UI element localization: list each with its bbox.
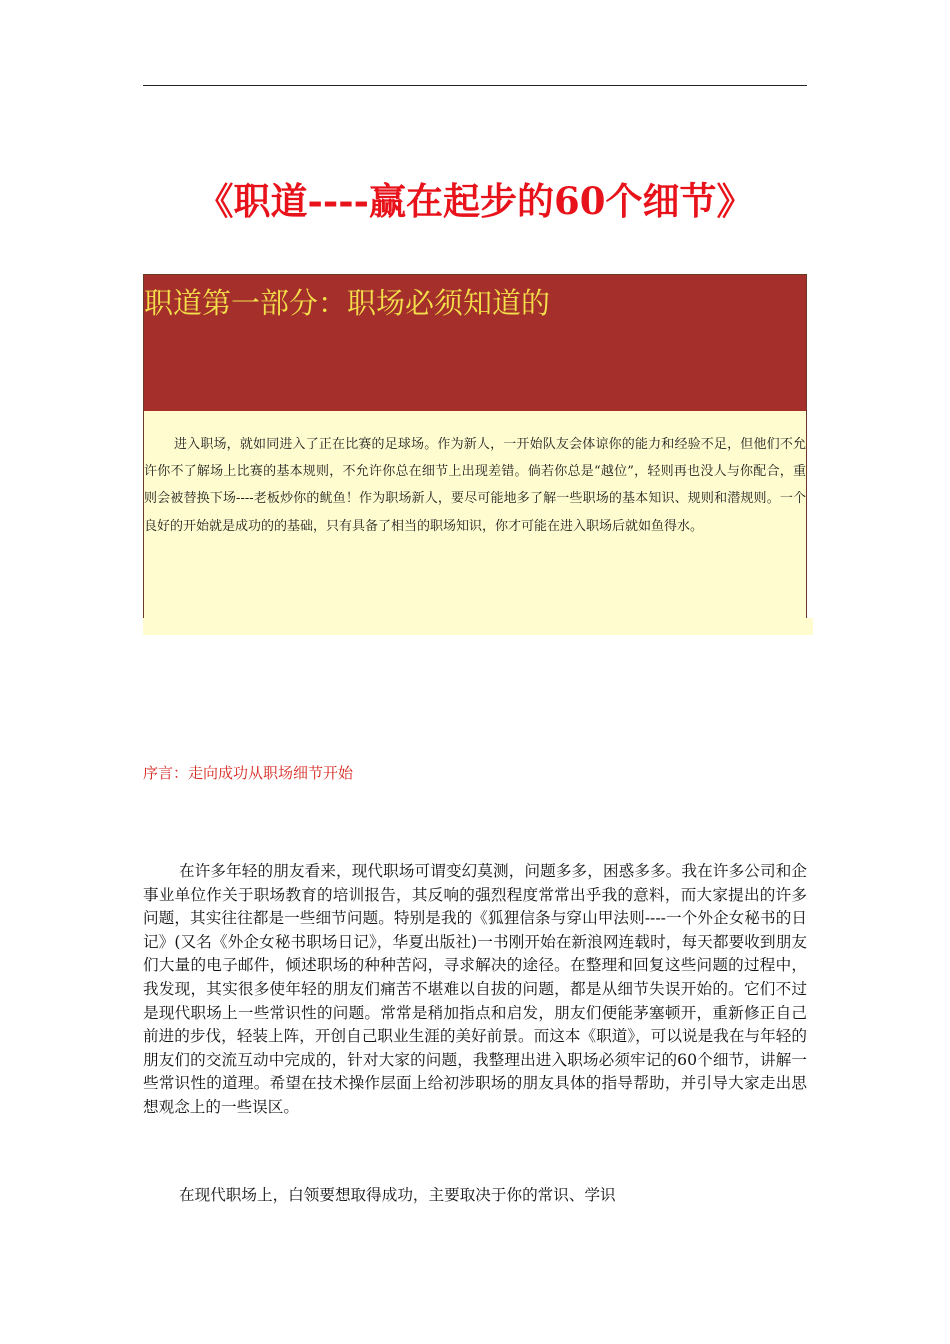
- part-one-intro: 进入职场，就如同进入了正在比赛的足球场。作为新人，一开始队友会体谅你的能力和经验不足，但他们不允许你不了解场上比赛的基本规则，不允许你总在细节上出现差错。倘若你总是“越位”，轻则再也没人与你配合，重则会被替换下场----老板炒你的鱿鱼！作为职场新人，要尽可能地多了解一些职场的基本知识、规则和潜规则。一个良好的开始就是成功的的基础，只有具备了相当的职场知识，你才可能在进入职场后就如鱼得水。: [144, 437, 806, 534]
- part-one-header: [144, 275, 806, 411]
- top-divider: [143, 85, 807, 86]
- part-one-box: [143, 274, 807, 619]
- part-one-title: 职道第一部分：职场必须知道的: [144, 286, 551, 320]
- part-one-box-extension: [143, 618, 813, 635]
- preface-heading: 序言：走向成功从职场细节开始: [143, 764, 354, 782]
- preface-paragraph-2: 在现代职场上，白领要想取得成功，主要取决于你的常识、学识: [179, 1186, 616, 1204]
- preface-paragraph-1: 在许多年轻的朋友看来，现代职场可谓变幻莫测，问题多多，困惑多多。我在许多公司和企事业单位作关于职场教育的培训报告，其反响的强烈程度常常出乎我的意料，而大家提出的许多问题，其实往往都是一些细节问题。特别是我的《狐狸信条与穿山甲法则----一个外企女秘书的日记》(又名《外企女秘书职场日记》，华夏出版社)一书刚开始在新浪网连载时，每天都要收到朋友们大量的电子邮件，倾述职场的种种苦闷，寻求解决的途径。在整理和回复这些问题的过程中，我发现，其实很多使年轻的朋友们痛苦不堪难以自拔的问题，都是从细节失误开始的。它们不过是现代职场上一些常识性的问题。常常是稍加指点和启发，朋友们便能茅塞顿开，重新修正自己前进的步伐，轻装上阵，开创自己职业生涯的美好前景。而这本《职道》，可以说是我在与年轻的朋友们的交流互动中完成的，针对大家的问题，我整理出进入职场必须牢记的60个细节，讲解一些常识性的道理。希望在技术操作层面上给初涉职场的朋友具体的指导帮助，并引导大家走出思想观念上的一些误区。: [143, 862, 807, 1116]
- document-title: 《职道----赢在起步的60个细节》: [196, 179, 754, 223]
